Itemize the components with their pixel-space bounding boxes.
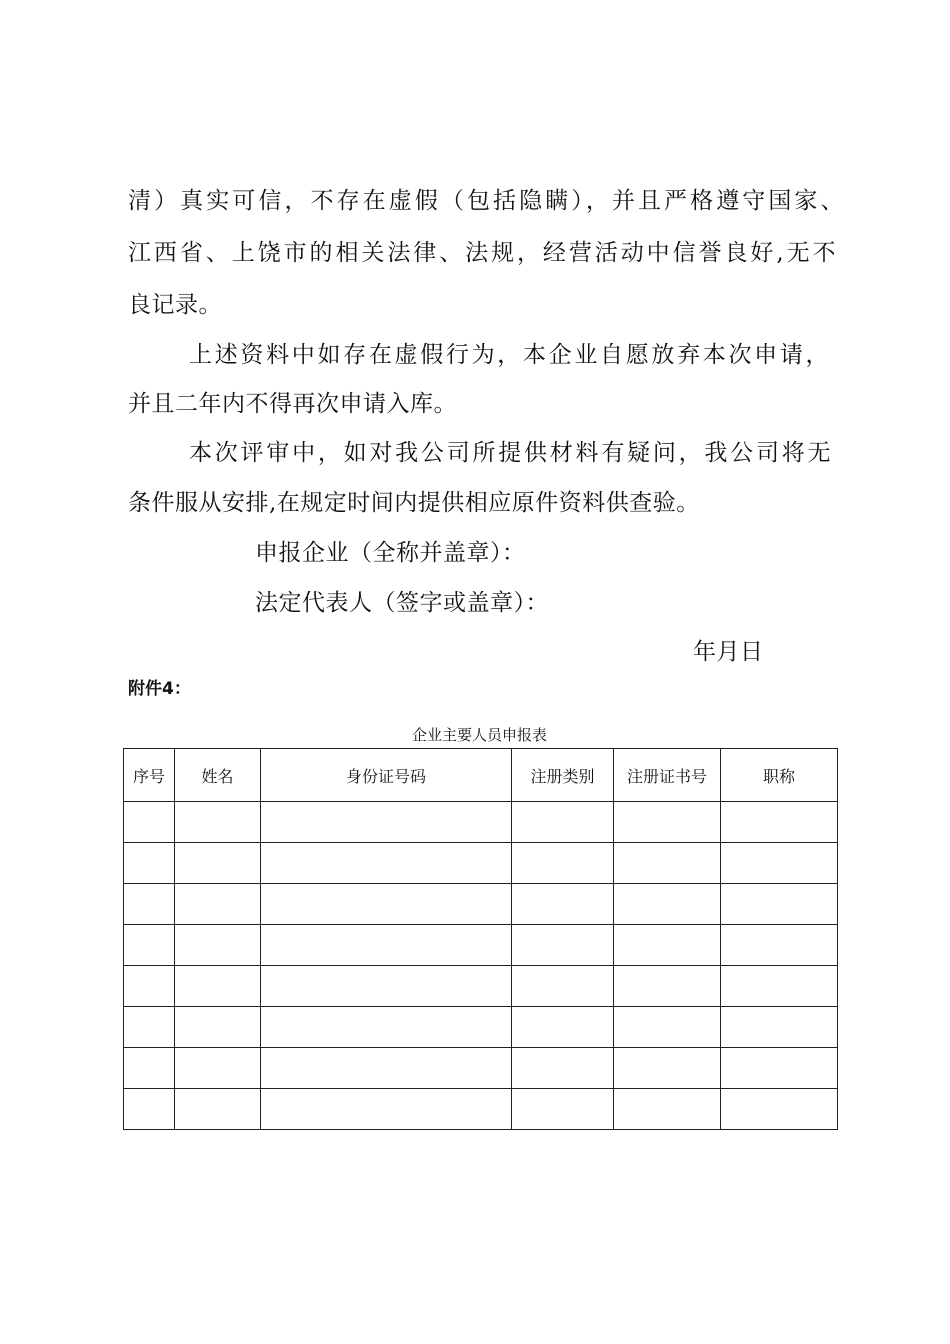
table-cell [261, 1007, 512, 1048]
table-cell [175, 1089, 261, 1130]
table-cell [512, 966, 614, 1007]
table-cell [175, 802, 261, 843]
table-cell [614, 1089, 721, 1130]
table-cell [175, 966, 261, 1007]
table-header-row [124, 749, 838, 802]
table-cell [721, 1048, 838, 1089]
table-cell [614, 884, 721, 925]
table-cell [124, 843, 175, 884]
table-row [124, 843, 838, 884]
column-header-title: 职称 [721, 749, 838, 802]
table-row [124, 1089, 838, 1130]
table-cell [614, 843, 721, 884]
column-header-registration-type: 注册类别 [512, 749, 614, 802]
paragraph3-line2: 条件服从安排,在规定时间内提供相应原件资料供查验。 [128, 490, 700, 516]
table-cell [721, 925, 838, 966]
paragraph1-line1: 清）真实可信，不存在虚假（包括隐瞒），并且严格遵守国家、 [128, 188, 844, 214]
table-cell [721, 1007, 838, 1048]
table-cell [261, 1089, 512, 1130]
table-cell [721, 843, 838, 884]
table-cell [261, 966, 512, 1007]
table-cell [261, 843, 512, 884]
table-cell [614, 1048, 721, 1089]
table-cell [175, 843, 261, 884]
table-cell [124, 1007, 175, 1048]
table-row [124, 884, 838, 925]
table-title: 企业主要人员申报表 [411, 726, 547, 744]
staff-declaration-table [123, 748, 838, 1130]
applicant-signature-line: 申报企业（全称并盖章）： [255, 540, 526, 566]
table-cell [175, 884, 261, 925]
table-cell [721, 1089, 838, 1130]
table-body [124, 802, 838, 1130]
table-cell [614, 802, 721, 843]
table-row [124, 1048, 838, 1089]
table-cell [721, 966, 838, 1007]
table-cell [124, 884, 175, 925]
legal-rep-signature-line: 法定代表人（签字或盖章）： [255, 590, 549, 616]
table-cell [175, 1048, 261, 1089]
table-cell [261, 1048, 512, 1089]
table-cell [512, 925, 614, 966]
column-header-name: 姓名 [175, 749, 261, 802]
paragraph2-line1: 上述资料中如存在虚假行为，本企业自愿放弃本次申请， [189, 342, 829, 368]
table-cell [614, 925, 721, 966]
table-cell [175, 1007, 261, 1048]
paragraph2-line2: 并且二年内不得再次申请入库。 [128, 391, 457, 417]
table-row [124, 802, 838, 843]
table-cell [614, 966, 721, 1007]
table-cell [512, 1007, 614, 1048]
table-cell [512, 1048, 614, 1089]
table-cell [261, 802, 512, 843]
column-header-id-number: 身份证号码 [261, 749, 512, 802]
table-cell [261, 925, 512, 966]
table-row [124, 1007, 838, 1048]
date-line: 年月日 [693, 639, 764, 665]
annex-label: 附件4： [128, 679, 191, 699]
table-cell [124, 966, 175, 1007]
column-header-serial: 序号 [124, 749, 175, 802]
table-row [124, 966, 838, 1007]
table-cell [512, 843, 614, 884]
table-cell [721, 802, 838, 843]
table-cell [721, 884, 838, 925]
table-cell [124, 1089, 175, 1130]
table-cell [512, 1089, 614, 1130]
table-row [124, 925, 838, 966]
table-cell [261, 884, 512, 925]
paragraph1-line2: 江西省、上饶市的相关法律、法规，经营活动中信誉良好,无不 [128, 240, 836, 266]
column-header-certificate-number: 注册证书号 [614, 749, 721, 802]
table-cell [175, 925, 261, 966]
paragraph3-line1: 本次评审中，如对我公司所提供材料有疑问，我公司将无 [189, 440, 831, 466]
table-cell [124, 925, 175, 966]
table-cell [512, 884, 614, 925]
table-cell [124, 802, 175, 843]
paragraph1-line3: 良记录。 [128, 292, 222, 318]
table-cell [512, 802, 614, 843]
table-cell [614, 1007, 721, 1048]
table-cell [124, 1048, 175, 1089]
